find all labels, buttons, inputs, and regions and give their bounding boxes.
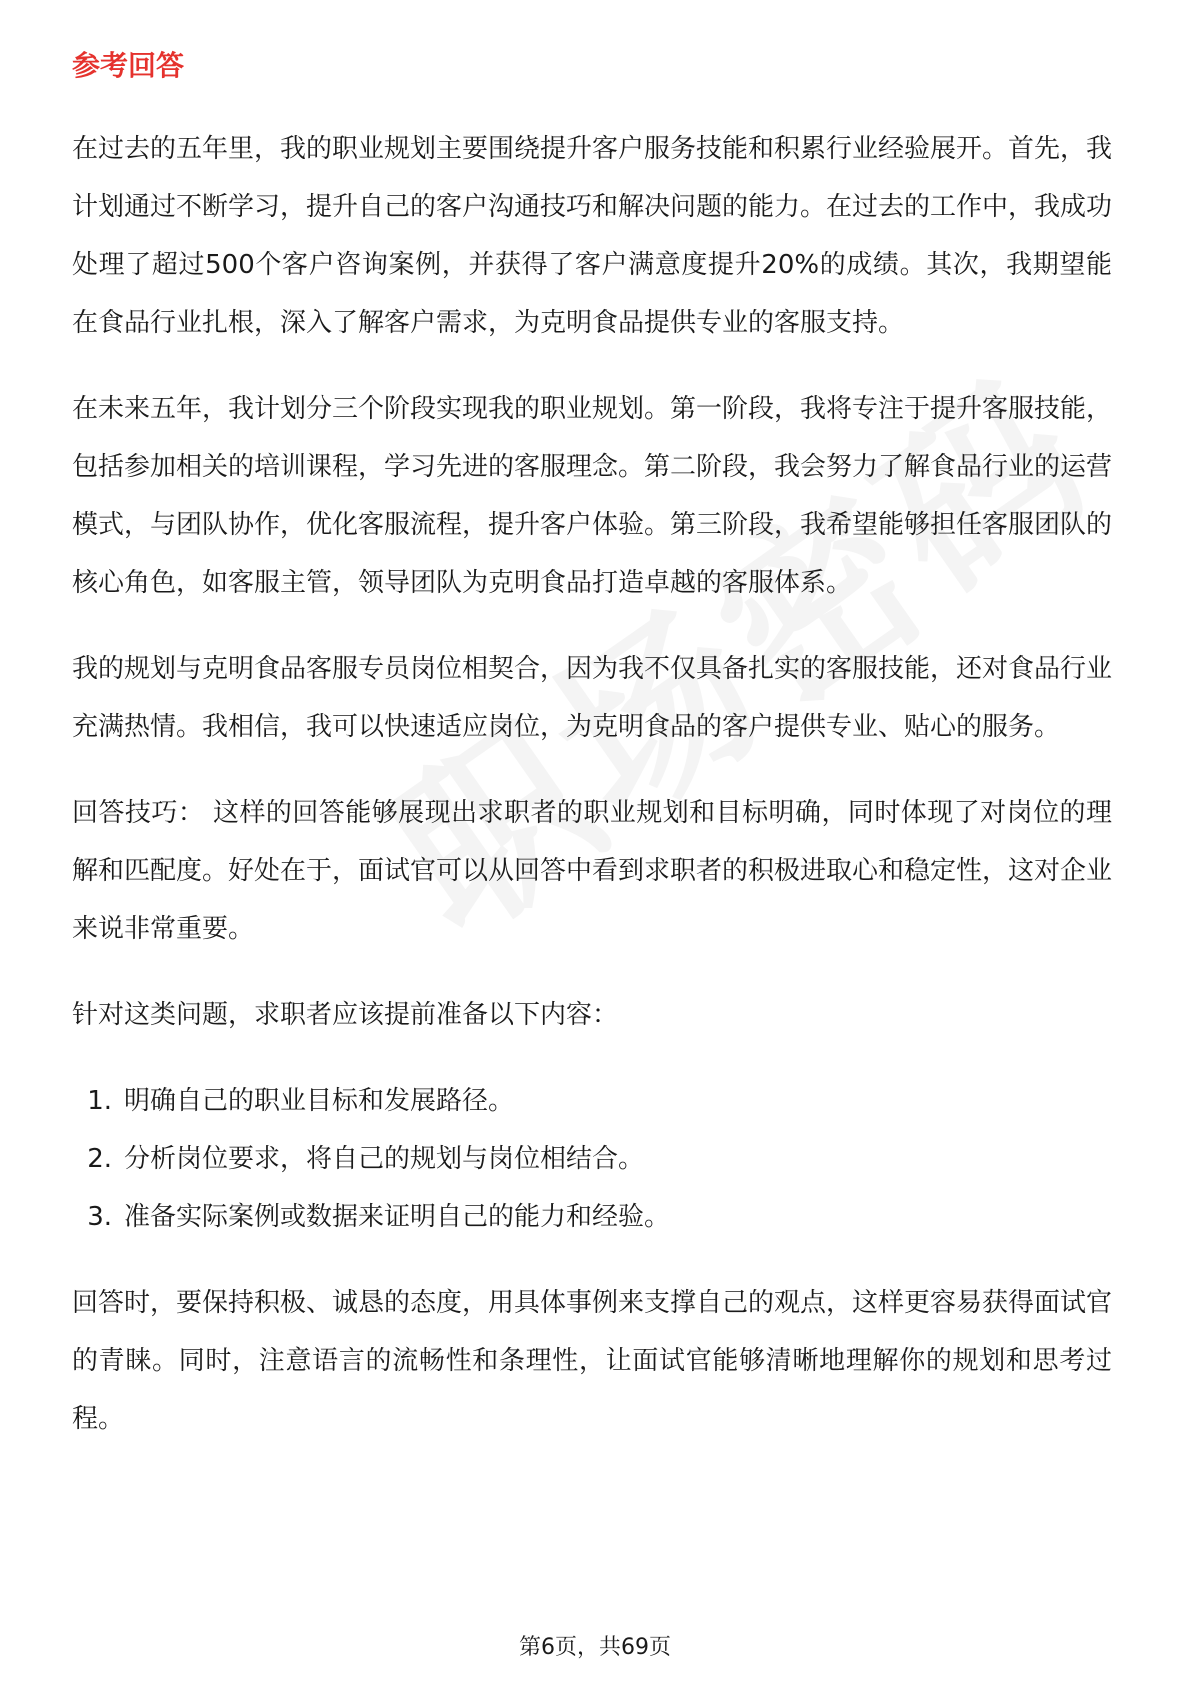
list-item-text: 准备实际案例或数据来证明自己的能力和经验。 [124,1202,671,1232]
answer-paragraph-1: 在过去的五年里，我的职业规划主要围绕提升客户服务技能和积累行业经验展开。首先，我计划通过不断学习，提升自己的客户沟通技巧和解决问题的能力。在过去的工作中，我成功处理了超过500个客户咨询案例，并获得了客户满意度提升20%的成绩。其次，我期望能在食品行业扎根，深入了解客户需求，为克明食品提供专业的客服支持。 [72,134,1113,338]
preparation-list [72,1072,1112,1246]
list-item [72,1130,1112,1188]
preparation-intro: 针对这类问题，求职者应该提前准备以下内容： [72,1000,619,1030]
list-item-text: 明确自己的职业目标和发展路径。 [124,1086,515,1116]
closing-paragraph: 回答时，要保持积极、诚恳的态度，用具体事例来支撑自己的观点，这样更容易获得面试官的青睐。同时，注意语言的流畅性和条理性，让面试官能够清晰地理解你的规划和思考过程。 [72,1288,1113,1434]
list-item-number: 3. [87,1202,112,1232]
list-item-number: 1. [87,1086,112,1116]
list-item [72,1188,1112,1246]
answer-paragraph-3: 我的规划与克明食品客服专员岗位相契合，因为我不仅具备扎实的客服技能，还对食品行业充满热情。我相信，我可以快速适应岗位，为克明食品的客户提供专业、贴心的服务。 [72,654,1113,742]
section-heading: 参考回答 [72,49,185,82]
tips-paragraph: 回答技巧： 这样的回答能够展现出求职者的职业规划和目标明确，同时体现了对岗位的理解和匹配度。好处在于，面试官可以从回答中看到求职者的积极进取心和稳定性，这对企业来说非常重要。 [72,798,1113,944]
page-content [72,46,1112,1476]
page-number: 第6页，共69页 [519,1635,671,1660]
list-item-text: 分析岗位要求，将自己的规划与岗位相结合。 [124,1144,645,1174]
answer-paragraph-2: 在未来五年，我计划分三个阶段实现我的职业规划。第一阶段，我将专注于提升客服技能，包括参加相关的培训课程，学习先进的客服理念。第二阶段，我会努力了解食品行业的运营模式，与团队协作，优化客服流程，提升客户体验。第三阶段，我希望能够担任客服团队的核心角色，如客服主管，领导团队为克明食品打造卓越的客服体系。 [72,394,1113,598]
list-item [72,1072,1112,1130]
list-item-number: 2. [87,1144,112,1174]
